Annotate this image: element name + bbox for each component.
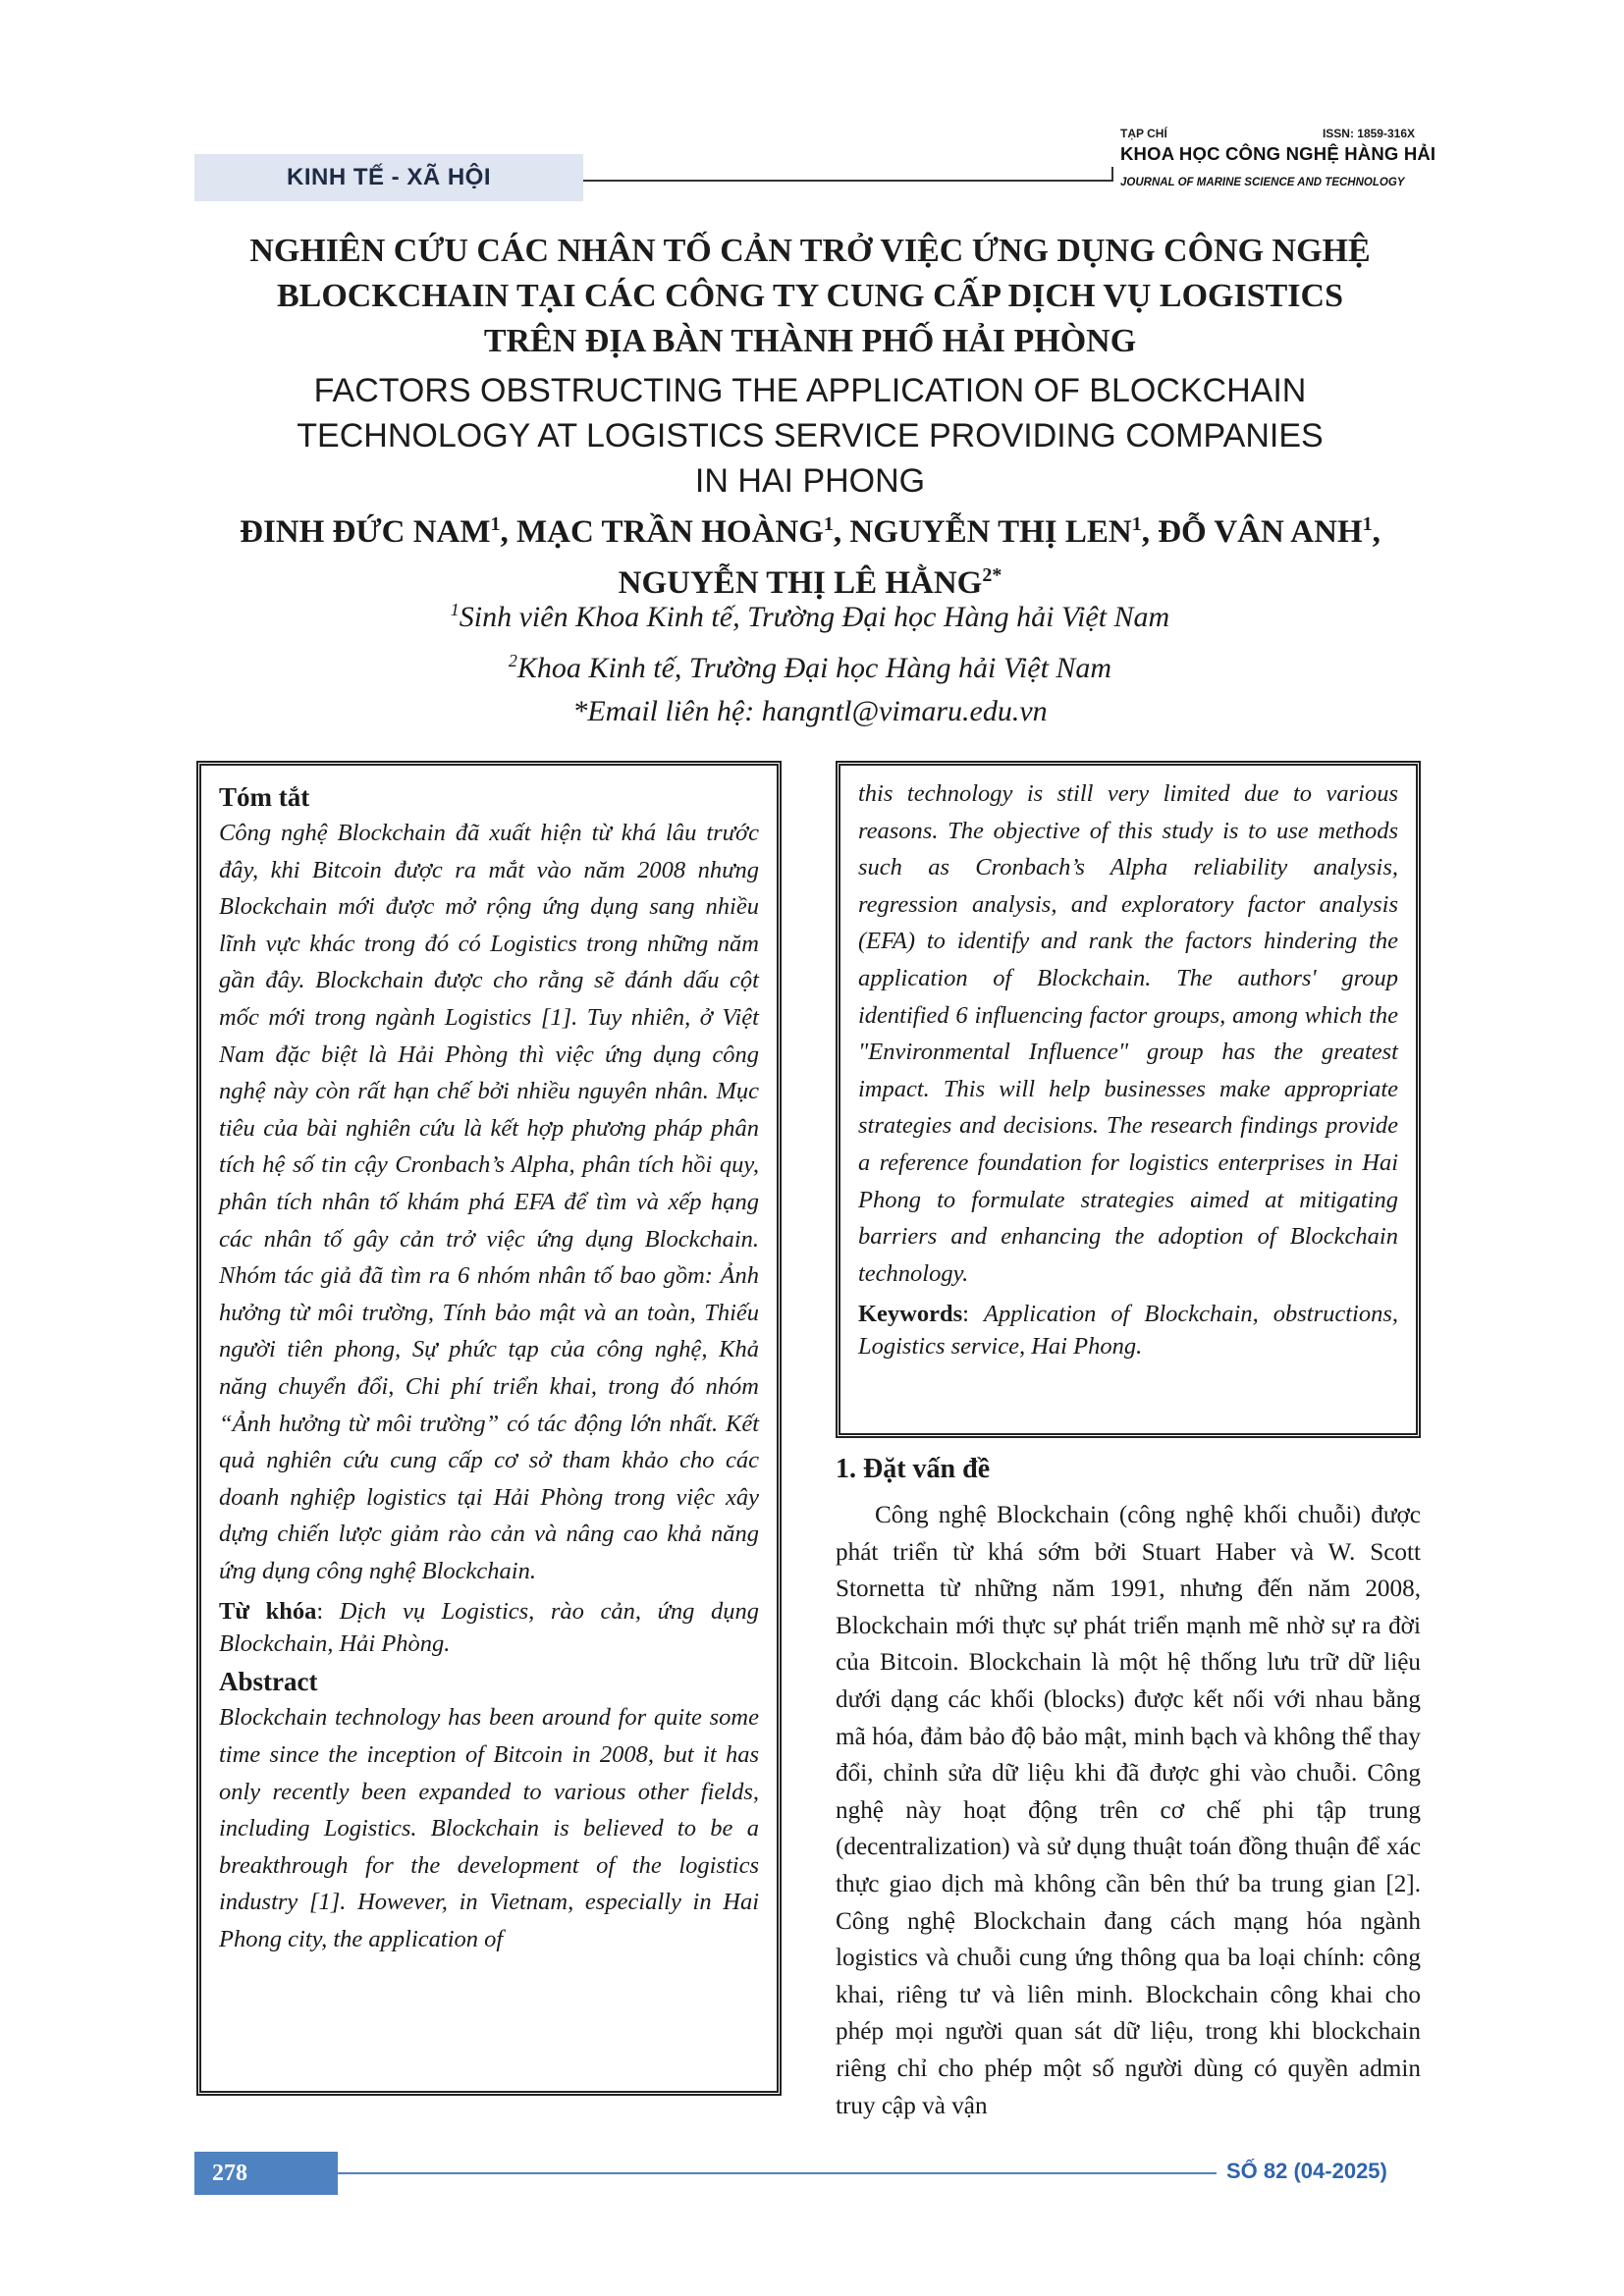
journal-meta bbox=[1120, 127, 1415, 140]
title-vi-line: TRÊN ĐỊA BÀN THÀNH PHỐ HẢI PHÒNG bbox=[483, 323, 1137, 359]
author-affil-mark: 1 bbox=[823, 513, 834, 535]
author-name: NGUYỄN THỊ LÊ HẰNG bbox=[618, 565, 983, 601]
author-affil-mark: 1 bbox=[1131, 513, 1142, 535]
abstract-heading: Abstract bbox=[219, 1667, 318, 1697]
abstract-text-part1: Blockchain technology has been around for quite some time since the inception of Bitcoin in 2008, but it has only recently been expanded to various other fields, including Logistics. Blockchain is believed to be a breakthrough for the development of the logistics industry [1]. However, in Vietnam, especially in Hai Phong city, the application of bbox=[219, 1704, 759, 1953]
affiliation-2: Khoa Kinh tế, Trường Đại học Hàng hải Việt Nam bbox=[516, 652, 1112, 684]
keywords-label: Keywords bbox=[858, 1301, 963, 1328]
author-name: ĐINH ĐỨC NAM bbox=[240, 514, 491, 550]
section-tag: KINH TẾ - XÃ HỘI bbox=[194, 154, 583, 201]
author-affil-mark: 1 bbox=[1362, 513, 1373, 535]
header-divider bbox=[583, 180, 1113, 182]
keywords-vi: Từ khóa: Dịch vụ Logistics, rào cản, ứng dụng Blockchain, Hải Phòng. bbox=[219, 1598, 759, 1658]
affiliation-1: Sinh viên Khoa Kinh tế, Trường Đại học Hàng hải Việt Nam bbox=[459, 601, 1170, 633]
header-divider-tick bbox=[1111, 167, 1113, 182]
author-name: NGUYỄN THỊ LEN bbox=[849, 514, 1132, 550]
contact-email: *Email liên hệ: hangntl@vimaru.edu.vn bbox=[572, 695, 1048, 727]
title-en-line: FACTORS OBSTRUCTING THE APPLICATION OF BLOCKCHAIN bbox=[313, 372, 1307, 409]
keywords-label: Từ khóa bbox=[219, 1598, 317, 1626]
author-list: ĐINH ĐỨC NAM$^1$, MẠC TRẦN HOÀNG$^1$, NGUYỄN THỊ LEN$^1$, ĐỖ VÂN ANH$^1$, NGUYỄN THỊ LÊ HẰNG$^{2*}$ bbox=[240, 513, 1380, 601]
title-vietnamese bbox=[147, 229, 1473, 364]
section-heading: 1. Đặt vấn đề bbox=[836, 1454, 991, 1484]
body-paragraph: Công nghệ Blockchain (công nghệ khối chuỗi) được phát triển từ khá sớm bởi Stuart Haber và W. Scott Stornetta từ những năm 1991, nhưng đến năm 2008, Blockchain mới thực sự phát triển mạnh mẽ nhờ sự ra đời của Bitcoin. Blockchain là một hệ thống lưu trữ dữ liệu dưới dạng các khối (blocks) được kết nối với nhau bằng mã hóa, đảm bảo độ bảo mật, minh bạch và không thể thay đổi, chỉnh sửa dữ liệu khi đã được ghi vào chuỗi. Công nghệ này hoạt động trên cơ chế phi tập trung (decentralization) và sử dụng thuật toán đồng thuận để xác thực giao dịch mà không cần bên thứ ba trung gian [2]. Công nghệ Blockchain đang cách mạng hóa ngành logistics và chuỗi cung ứng thông qua ba loại chính: công khai, riêng tư và liên minh. Blockchain công khai cho phép mọi người quan sát dữ liệu, trong khi blockchain riêng chỉ cho phép một số người dùng có quyền admin truy cập và vận bbox=[836, 1502, 1421, 2119]
affil-mark: 2 bbox=[508, 651, 517, 670]
abstract-text-part2: this technology is still very limited due to various reasons. The objective of this study is to use methods such as Cronbach’s Alpha reliability analysis, regression analysis, and exploratory factor analysis (EFA) to identify and rank the factors hindering the application of Blockchain. The authors' group identified 6 influencing factor groups, among which the "Environmental Influence" group has the greatest impact. This will help businesses make appropriate strategies and decisions. The research findings provide a reference foundation for logistics enterprises in Hai Phong to formulate strategies aimed at mitigating barriers and enhancing the adoption of Blockchain technology. bbox=[858, 780, 1398, 1287]
journal-name-en: JOURNAL OF MARINE SCIENCE AND TECHNOLOGY bbox=[1120, 177, 1405, 188]
author-affil-mark: 1 bbox=[490, 513, 501, 535]
title-en-line: IN HAI PHONG bbox=[694, 462, 926, 500]
footer-divider bbox=[338, 2172, 1217, 2174]
issue-label: SỐ 82 (04-2025) bbox=[1226, 2159, 1387, 2183]
keywords-en: Keywords: Application of Blockchain, obstructions, Logistics service, Hai Phong. bbox=[858, 1301, 1398, 1361]
title-en-line: TECHNOLOGY AT LOGISTICS SERVICE PROVIDING COMPANIES bbox=[297, 417, 1324, 454]
keywords-value: Dịch vụ Logistics, rào cản, ứng dụng Blockchain, Hải Phòng. bbox=[219, 1598, 759, 1658]
page-number: 278 bbox=[194, 2152, 338, 2195]
body-column bbox=[836, 1448, 1421, 2124]
author-affil-mark: 2* bbox=[982, 564, 1002, 586]
journal-label: TẠP CHÍ bbox=[1120, 127, 1167, 140]
author-name: MẠC TRẦN HOÀNG bbox=[516, 514, 824, 550]
title-vi-line: NGHIÊN CỨU CÁC NHÂN TỐ CẢN TRỞ VIỆC ỨNG DỤNG CÔNG NGHỆ bbox=[249, 233, 1371, 269]
affil-mark: 1 bbox=[450, 600, 460, 619]
affiliations bbox=[147, 588, 1473, 733]
summary-heading: Tóm tắt bbox=[219, 782, 310, 812]
title-vi-line: BLOCKCHAIN TẠI CÁC CÔNG TY CUNG CẤP DỊCH VỤ LOGISTICS bbox=[277, 278, 1343, 314]
journal-issn: ISSN: 1859-316X bbox=[1322, 127, 1415, 140]
summary-text: Công nghệ Blockchain đã xuất hiện từ khá lâu trước đây, khi Bitcoin được ra mắt vào năm 2008 nhưng Blockchain mới được mở rộng ứng dụng sang nhiều lĩnh vực khác trong đó có Logistics trong những năm gần đây. Blockchain được cho rằng sẽ đánh dấu cột mốc mới trong ngành Logistics [1]. Tuy nhiên, ở Việt Nam đặc biệt là Hải Phòng thì việc ứng dụng công nghệ này còn rất hạn chế bởi nhiều nguyên nhân. Mục tiêu của bài nghiên cứu là kết hợp phương pháp phân tích hệ số tin cậy Cronbach’s Alpha, phân tích hồi quy, phân tích nhân tố khám phá EFA để tìm và xếp hạng các nhân tố gây cản trở việc ứng dụng Blockchain. Nhóm tác giả đã tìm ra 6 nhóm nhân tố bao gồm: Ảnh hưởng từ môi trường, Tính bảo mật và an toàn, Thiếu người tiên phong, Sự phức tạp của công nghệ, Khả năng chuyển đổi, Chi phí triển khai, trong đó nhóm “Ảnh hưởng từ môi trường” có tác động lớn nhất. Kết quả nghiên cứu cung cấp cơ sở tham khảo cho các doanh nghiệp logistics tại Hải Phòng trong việc xây dựng chiến lược giảm rào cản và nâng cao khả năng ứng dụng công nghệ Blockchain. bbox=[219, 820, 759, 1584]
journal-name: KHOA HỌC CÔNG NGHỆ HÀNG HẢI bbox=[1120, 143, 1436, 164]
title-english bbox=[147, 368, 1473, 504]
abstract-box-left bbox=[196, 761, 782, 2096]
author-name: ĐỖ VÂN ANH bbox=[1158, 514, 1363, 550]
keywords-value: Application of Blockchain, obstructions, Logistics service, Hai Phong. bbox=[858, 1301, 1398, 1361]
abstract-box-right bbox=[836, 761, 1421, 1438]
